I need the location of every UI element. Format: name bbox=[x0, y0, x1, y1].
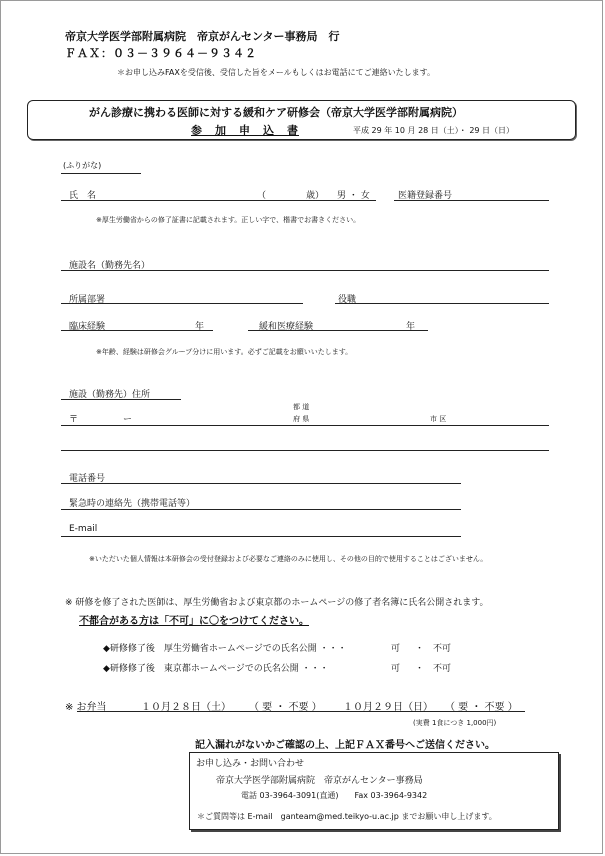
bento-day1: １０月２８日（土） bbox=[141, 702, 231, 713]
name-line[interactable] bbox=[61, 200, 376, 201]
mhlw-publication-deny[interactable]: 不可 bbox=[433, 644, 452, 654]
palliative-years-unit: 年 bbox=[406, 322, 416, 332]
facility-label: 施設名（勤務先名） bbox=[69, 261, 151, 271]
publication-notice: ※ 研修を修了された医師は、厚生労働省および東京都のホームページの修了者名簿に氏名公開されます。 bbox=[65, 598, 489, 608]
department-label: 所属部署 bbox=[69, 295, 106, 305]
mhlw-publication-allow[interactable]: 可 bbox=[391, 644, 401, 654]
clinical-years-unit: 年 bbox=[195, 322, 205, 332]
submit-instruction: 記入漏れがないかご確認の上、上記ＦＡＸ番号へご送信ください。 bbox=[195, 740, 495, 751]
city-label: 市 区 bbox=[430, 415, 447, 423]
address-label: 施設（勤務先）住所 bbox=[69, 390, 151, 400]
phone-label: 電話番号 bbox=[69, 474, 106, 484]
tokyo-publication-option-label: ◆研修修了後 東京都ホームページでの氏名公開 ・・・ bbox=[103, 664, 329, 674]
palliative-experience-line[interactable] bbox=[248, 330, 428, 331]
postal-dash: ー bbox=[123, 415, 133, 425]
postal-mark: 〒 bbox=[69, 415, 79, 425]
email-label: E-mail bbox=[69, 524, 98, 534]
tokyo-publication-deny[interactable]: 不可 bbox=[433, 664, 452, 674]
course-date: 平成 29 年 10 月 28 日（土）・ 29 日（日） bbox=[353, 126, 515, 135]
facility-line[interactable] bbox=[61, 270, 549, 271]
bento-underline bbox=[77, 711, 525, 712]
phone-line[interactable] bbox=[61, 483, 461, 484]
experience-note: ※年齢、経験は研修会グループ分けに用います。必ずご記載をお願いいたします。 bbox=[96, 348, 353, 356]
recipient-line: 帝京大学医学部附属病院 帝京がんセンター事務局 行 bbox=[65, 30, 340, 43]
name-note: ※厚生労働省からの修了証書に記載されます。正しい字で、楷書でお書きください。 bbox=[96, 216, 361, 224]
tokyo-publication-separator: ・ bbox=[415, 664, 425, 674]
contact-organization: 帝京大学医学部附属病院 帝京がんセンター事務局 bbox=[216, 776, 423, 786]
clinical-experience-line[interactable] bbox=[61, 330, 213, 331]
bento-day2: １０月２９日（日） bbox=[343, 702, 433, 713]
address-label-line bbox=[61, 399, 181, 400]
contact-title: お申し込み・お問い合わせ bbox=[196, 759, 305, 769]
bento-label: ※ お弁当 bbox=[65, 702, 107, 713]
age-open-paren: （ bbox=[257, 191, 267, 201]
position-label: 役職 bbox=[338, 295, 357, 305]
prefecture-label-top: 都 道 bbox=[293, 403, 310, 411]
emergency-contact-label: 緊急時の連絡先（携帯電話等） bbox=[69, 499, 196, 509]
gender-choice[interactable]: 男 ・ 女 bbox=[337, 191, 370, 201]
registration-number-line[interactable] bbox=[394, 200, 549, 201]
registration-number-label: 医籍登録番号 bbox=[398, 191, 453, 201]
privacy-note: ※いただいた個人情報は本研修会の受付登録および必要なご連絡のみに使用し、その他の目的で使用することはございません。 bbox=[89, 555, 488, 563]
fax-number: ＦＡＸ：０３－３９６４－９３４２ bbox=[65, 47, 257, 60]
furigana-line[interactable] bbox=[61, 173, 141, 174]
contact-email[interactable]: ＊ご質問等は E-mail ganteam@med.teikyo-u.ac.jp までお願い申し上げます。 bbox=[197, 812, 497, 821]
address-line-1[interactable] bbox=[61, 425, 549, 426]
bento-day1-choice[interactable]: （ 要 ・ 不要 ） bbox=[249, 702, 322, 713]
mhlw-publication-separator: ・ bbox=[415, 644, 425, 654]
address-line-2[interactable] bbox=[61, 450, 549, 451]
email-line[interactable] bbox=[61, 536, 461, 537]
palliative-experience-label: 緩和医療経験 bbox=[259, 322, 314, 332]
course-title: がん診療に携わる医師に対する緩和ケア研修会（帝京大学医学部附属病院） bbox=[89, 106, 463, 119]
name-label: 氏 名 bbox=[69, 191, 97, 201]
fax-receipt-note: ＊お申し込みFAXを受信後、受信した旨をメールもしくはお電話にてご連絡いたします。 bbox=[117, 68, 436, 77]
contact-phone-fax: 電話 03-3964-3091(直通) Fax 03-3964-9342 bbox=[241, 791, 428, 800]
bento-fee-note: (実費 1食につき 1,000円) bbox=[413, 719, 497, 727]
form-title: 参 加 申 込 書 bbox=[191, 124, 299, 137]
position-line[interactable] bbox=[335, 303, 549, 304]
prefecture-label-bottom: 府 県 bbox=[293, 415, 310, 423]
emergency-contact-line[interactable] bbox=[61, 509, 461, 510]
mhlw-publication-option-label: ◆研修修了後 厚生労働省ホームページでの氏名公開 ・・・ bbox=[103, 644, 347, 654]
objection-instruction: 不都合がある方は「不可」に〇をつけてください。 bbox=[79, 616, 309, 627]
department-line[interactable] bbox=[61, 303, 303, 304]
bento-day2-choice[interactable]: （ 要 ・ 不要 ） bbox=[445, 702, 518, 713]
age-label: 歳） bbox=[306, 191, 325, 201]
furigana-label: (ふりがな) bbox=[63, 161, 102, 170]
clinical-experience-label: 臨床経験 bbox=[69, 322, 106, 332]
tokyo-publication-allow[interactable]: 可 bbox=[391, 664, 401, 674]
